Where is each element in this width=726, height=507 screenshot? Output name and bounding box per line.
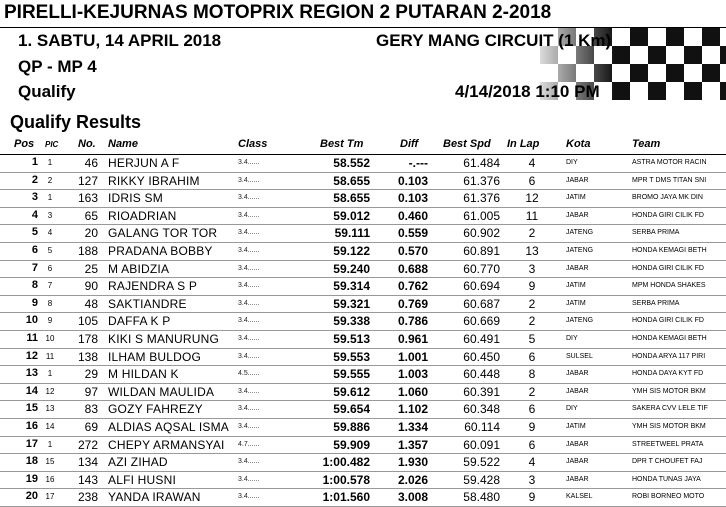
row-number: 83	[84, 402, 98, 417]
row-team: HONDA ARYA 117 PIRI	[632, 352, 706, 360]
row-name: DAFFA K P	[108, 314, 171, 329]
row-team: STREETWEEL PRATA	[632, 440, 704, 448]
row-kota: DIY	[566, 405, 578, 413]
row-pic: 6	[47, 263, 53, 273]
row-best-speed: 60.348	[463, 402, 500, 417]
table-row	[0, 225, 726, 243]
row-name: PRADANA BOBBY	[108, 243, 213, 258]
row-team: SAKERA CVV LELE TIF	[632, 405, 708, 413]
row-team: MPM HONDA SHAKES	[632, 282, 706, 290]
row-in-lap: 2	[528, 314, 536, 329]
row-in-lap: 6	[528, 402, 536, 417]
row-diff: -.---	[408, 156, 428, 170]
col-pic: PIC	[45, 140, 59, 149]
row-number: 29	[84, 367, 98, 382]
row-pic: 13	[45, 404, 55, 414]
row-best-speed: 61.376	[463, 191, 500, 206]
row-class: 3.4......	[238, 475, 260, 483]
section-title: Qualify Results	[10, 112, 142, 132]
row-kota: JATIM	[566, 422, 586, 430]
results-table	[0, 155, 726, 507]
row-in-lap: 8	[528, 367, 536, 382]
row-class: 3.4......	[238, 264, 260, 272]
row-pic: 1	[47, 193, 53, 203]
row-name: M ABIDZIA	[108, 261, 170, 276]
row-best-time: 1:00.482	[322, 455, 370, 470]
row-best-time: 59.612	[333, 384, 370, 399]
row-pos: 12	[25, 349, 38, 362]
row-diff: 1.930	[397, 455, 428, 470]
row-best-speed: 60.902	[463, 226, 500, 241]
row-in-lap: 3	[528, 261, 536, 276]
row-best-speed: 61.376	[463, 173, 500, 188]
row-pos: 10	[25, 314, 38, 327]
circuit-name: GERY MANG CIRCUIT (1 Km)	[376, 31, 612, 50]
row-name: WILDAN MAULIDA	[108, 384, 215, 399]
row-diff: 2.026	[397, 472, 428, 487]
row-pos: 4	[31, 208, 38, 221]
row-best-time: 59.012	[333, 208, 370, 223]
row-in-lap: 6	[528, 349, 536, 364]
row-number: 90	[84, 279, 98, 294]
row-name: ALDIAS AQSAL ISMA	[108, 419, 230, 434]
row-name: M HILDAN K	[108, 367, 179, 382]
row-pos: 11	[26, 331, 38, 344]
row-best-time: 58.655	[333, 191, 370, 206]
row-best-speed: 60.694	[463, 279, 500, 294]
row-best-time: 59.111	[334, 226, 370, 241]
row-class: 3.4......	[238, 405, 260, 413]
table-row	[0, 313, 726, 331]
row-team: ROBI BORNEO MOTO	[632, 493, 705, 501]
row-pos: 2	[31, 173, 38, 186]
row-team: SERBA PRIMA	[632, 299, 680, 307]
row-name: ALFI HUSNI	[108, 472, 177, 487]
row-diff: 0.688	[397, 261, 428, 276]
row-best-speed: 60.391	[463, 384, 500, 399]
row-kota: DIY	[566, 159, 578, 166]
table-row	[0, 472, 726, 490]
row-kota: SULSEL	[566, 352, 593, 360]
table-row	[0, 261, 726, 279]
row-best-speed: 61.484	[463, 156, 500, 170]
row-kota: JATENG	[566, 317, 594, 325]
row-name: CHEPY ARMANSYAI	[108, 437, 225, 452]
row-team: DPR T CHOUFET FAJ	[632, 458, 703, 466]
row-team: HONDA DAYA KYT FD	[632, 370, 704, 378]
row-class: 3.4......	[238, 299, 260, 307]
row-number: 20	[84, 226, 98, 241]
row-pic: 11	[45, 351, 55, 361]
row-name: RIOADRIAN	[108, 208, 177, 223]
col-class: Class	[238, 138, 268, 150]
row-diff: 3.008	[397, 490, 428, 505]
class-line: QP - MP 4	[18, 57, 97, 76]
row-kota: JABAR	[566, 458, 589, 466]
results-header	[0, 138, 726, 155]
row-name: RAJENDRA S P	[108, 279, 198, 294]
row-diff: 1.003	[397, 367, 428, 382]
row-best-speed: 60.770	[463, 261, 500, 276]
row-pic: 17	[45, 492, 55, 502]
row-class: 3.4......	[238, 229, 260, 237]
row-pic: 12	[45, 386, 55, 396]
row-class: 3.4......	[238, 458, 260, 466]
row-name: GALANG TOR TOR	[108, 226, 218, 241]
row-kota: JABAR	[566, 440, 589, 448]
row-pos: 1	[31, 156, 38, 168]
row-name: GOZY FAHREZY	[108, 402, 203, 417]
row-number: 178	[77, 331, 98, 346]
row-team: HONDA KEMAGI BETH	[632, 334, 707, 342]
row-pos: 5	[31, 226, 38, 239]
row-pic: 1	[47, 439, 53, 449]
row-diff: 1.060	[397, 384, 428, 399]
event-date: 1. SABTU, 14 APRIL 2018	[18, 31, 222, 50]
row-pic: 9	[47, 316, 53, 326]
row-kota: KALSEL	[566, 493, 593, 501]
row-best-time: 59.654	[333, 402, 370, 417]
row-best-speed: 59.522	[463, 455, 500, 470]
row-class: 3.4......	[238, 334, 260, 342]
row-team: HONDA GIRI CILIK FD	[632, 211, 704, 219]
row-kota: JATENG	[566, 229, 594, 237]
row-in-lap: 2	[528, 384, 536, 399]
row-pic: 3	[47, 210, 53, 220]
row-number: 163	[77, 191, 98, 206]
row-best-speed: 60.687	[463, 296, 500, 311]
row-pos: 19	[25, 472, 38, 485]
row-pos: 14	[25, 384, 38, 397]
row-diff: 0.961	[397, 331, 428, 346]
row-best-time: 1:01.560	[322, 490, 370, 505]
row-in-lap: 3	[528, 472, 536, 487]
row-kota: JABAR	[566, 370, 589, 378]
row-class: 3.4......	[238, 176, 260, 184]
table-row	[0, 437, 726, 455]
row-in-lap: 12	[525, 191, 539, 206]
row-in-lap: 9	[528, 279, 536, 294]
row-diff: 0.786	[397, 314, 428, 329]
col-team: Team	[632, 138, 661, 150]
row-best-time: 59.555	[333, 367, 370, 382]
table-row	[0, 243, 726, 261]
col-best-tm: Best Tm	[320, 138, 364, 150]
row-kota: JABAR	[566, 211, 589, 219]
row-pic: 14	[45, 421, 55, 431]
row-kota: JABAR	[566, 475, 589, 483]
row-pic: 2	[47, 175, 53, 185]
row-best-speed: 60.114	[464, 419, 500, 434]
session-timestamp: 4/14/2018 1:10 PM	[455, 82, 600, 101]
row-pic: 7	[47, 281, 53, 291]
row-in-lap: 6	[528, 437, 536, 452]
row-kota: JABAR	[566, 387, 589, 395]
row-team: MPR T DMS TITAN SNI	[632, 176, 707, 184]
row-best-speed: 60.091	[463, 437, 500, 452]
row-number: 188	[77, 243, 98, 258]
row-best-speed: 60.669	[463, 314, 500, 329]
row-pos: 15	[25, 402, 38, 415]
row-number: 97	[84, 384, 98, 399]
row-number: 105	[77, 314, 98, 329]
row-diff: 0.769	[397, 296, 428, 311]
row-class: 3.4......	[238, 317, 260, 325]
row-in-lap: 4	[528, 455, 536, 470]
row-pos: 3	[31, 191, 38, 204]
row-diff: 0.103	[397, 173, 428, 188]
row-name: KIKI S MANURUNG	[108, 331, 220, 346]
row-number: 134	[77, 455, 98, 470]
row-in-lap: 2	[528, 226, 536, 241]
row-name: ILHAM BULDOG	[108, 349, 202, 364]
row-in-lap: 4	[528, 156, 536, 170]
row-diff: 0.570	[397, 243, 428, 258]
row-pos: 16	[25, 419, 38, 432]
col-best-spd: Best Spd	[443, 138, 491, 150]
row-best-time: 59.886	[333, 419, 370, 434]
row-best-speed: 61.005	[463, 208, 500, 223]
table-row	[0, 278, 726, 296]
row-number: 143	[77, 472, 98, 487]
col-pos: Pos	[14, 138, 35, 150]
row-diff: 0.559	[397, 226, 428, 241]
row-in-lap: 9	[528, 490, 536, 505]
row-number: 127	[77, 173, 98, 188]
col-diff: Diff	[400, 138, 419, 150]
table-row	[0, 419, 726, 437]
table-row	[0, 331, 726, 349]
session-name: Qualify	[18, 82, 76, 101]
row-diff: 0.762	[397, 279, 428, 294]
row-class: 3.4......	[238, 211, 260, 219]
row-pos: 6	[31, 243, 38, 256]
row-best-speed: 60.450	[463, 349, 500, 364]
row-class: 3.4......	[238, 387, 260, 395]
col-name: Name	[108, 138, 138, 150]
table-row	[0, 401, 726, 419]
row-name: AZI ZIHAD	[108, 455, 168, 470]
row-pic: 4	[47, 228, 53, 238]
row-number: 25	[84, 261, 98, 276]
row-team: HONDA GIRI CILIK FD	[632, 264, 704, 272]
row-pos: 8	[31, 279, 38, 292]
row-pic: 15	[45, 457, 55, 467]
row-pic: 1	[47, 369, 53, 379]
table-row	[0, 489, 726, 507]
row-class: 3.4......	[238, 282, 260, 290]
row-in-lap: 13	[525, 243, 539, 258]
row-number: 238	[77, 490, 98, 505]
page-title: PIRELLI-KEJURNAS MOTOPRIX REGION 2 PUTARAN 2-2018	[4, 2, 552, 23]
row-pic: 16	[45, 474, 55, 484]
row-name: IDRIS SM	[108, 191, 163, 206]
row-best-time: 58.655	[333, 173, 370, 188]
row-team: YMH SIS MOTOR BKM	[632, 422, 706, 430]
row-best-time: 59.240	[333, 261, 370, 276]
table-row	[0, 454, 726, 472]
table-row	[0, 155, 726, 173]
row-pic: 10	[45, 333, 55, 343]
row-kota: JATIM	[566, 194, 586, 202]
row-number: 65	[84, 208, 98, 223]
row-number: 138	[77, 349, 98, 364]
row-kota: DIY	[566, 334, 578, 342]
table-row	[0, 349, 726, 367]
row-best-speed: 60.891	[463, 243, 500, 258]
row-pos: 20	[25, 490, 38, 503]
row-diff: 0.103	[397, 191, 428, 206]
row-name: YANDA IRAWAN	[108, 490, 201, 505]
row-class: 3.4......	[238, 352, 260, 360]
row-team: HONDA GIRI CILIK FD	[632, 317, 704, 325]
row-pic: 1	[47, 158, 53, 167]
row-best-time: 59.553	[333, 349, 370, 364]
row-diff: 1.001	[397, 349, 428, 364]
row-pic: 8	[47, 298, 53, 308]
row-best-time: 1:00.578	[322, 472, 370, 487]
col-no: No.	[78, 138, 96, 150]
row-pos: 7	[31, 261, 38, 274]
row-name: RIKKY IBRAHIM	[108, 173, 200, 188]
row-kota: JATIM	[566, 299, 586, 307]
row-pos: 9	[31, 296, 38, 309]
row-best-time: 59.122	[333, 243, 370, 258]
row-team: HONDA KEMAGI BETH	[632, 246, 707, 254]
row-in-lap: 6	[528, 173, 536, 188]
col-kota: Kota	[566, 138, 591, 150]
row-best-time: 59.314	[333, 279, 370, 294]
row-kota: JATENG	[566, 246, 594, 254]
row-best-speed: 58.480	[463, 490, 500, 505]
row-name: HERJUN A F	[108, 156, 180, 170]
row-pos: 17	[25, 437, 38, 450]
table-row	[0, 173, 726, 191]
table-row	[0, 296, 726, 314]
row-best-time: 58.552	[333, 156, 370, 170]
row-class: 3.4......	[238, 246, 260, 254]
col-in-lap: In Lap	[507, 138, 540, 150]
row-class: 3.4......	[238, 159, 260, 166]
row-diff: 1.334	[397, 419, 428, 434]
row-diff: 1.357	[397, 437, 428, 452]
row-team: ASTRA MOTOR RACIN	[632, 159, 707, 166]
table-row	[0, 366, 726, 384]
row-number: 272	[77, 437, 98, 452]
row-in-lap: 5	[528, 331, 536, 346]
row-kota: JATIM	[566, 282, 586, 290]
row-number: 69	[84, 419, 98, 434]
row-class: 3.4......	[238, 422, 260, 430]
row-in-lap: 9	[528, 419, 536, 434]
row-class: 3.4......	[238, 194, 260, 202]
row-best-time: 59.513	[333, 331, 370, 346]
row-in-lap: 11	[525, 208, 539, 223]
row-best-time: 59.338	[333, 314, 370, 329]
row-team: YMH SIS MOTOR BKM	[632, 387, 706, 395]
row-class: 4.7......	[238, 440, 260, 448]
row-best-speed: 60.448	[463, 367, 500, 382]
row-best-time: 59.321	[333, 296, 370, 311]
table-row	[0, 384, 726, 402]
row-pos: 18	[25, 455, 38, 468]
table-row	[0, 208, 726, 226]
row-team: BROMO JAYA MK DIN	[632, 194, 703, 202]
row-best-time: 59.909	[333, 437, 370, 452]
row-in-lap: 2	[528, 296, 536, 311]
row-best-speed: 59.428	[463, 472, 500, 487]
row-team: HONDA TUNAS JAYA	[632, 475, 701, 483]
row-pos: 13	[25, 367, 38, 380]
row-diff: 0.460	[397, 208, 428, 223]
table-row	[0, 190, 726, 208]
row-best-speed: 60.491	[463, 331, 500, 346]
row-kota: JABAR	[566, 176, 589, 184]
row-kota: JABAR	[566, 264, 589, 272]
row-pic: 5	[47, 245, 53, 255]
row-class: 4.5......	[238, 370, 260, 378]
row-class: 3.4......	[238, 493, 260, 501]
row-diff: 1.102	[397, 402, 428, 417]
row-team: SERBA PRIMA	[632, 229, 680, 237]
row-number: 48	[84, 296, 98, 311]
row-name: SAKTIANDRE	[108, 296, 187, 311]
row-number: 46	[84, 156, 98, 170]
